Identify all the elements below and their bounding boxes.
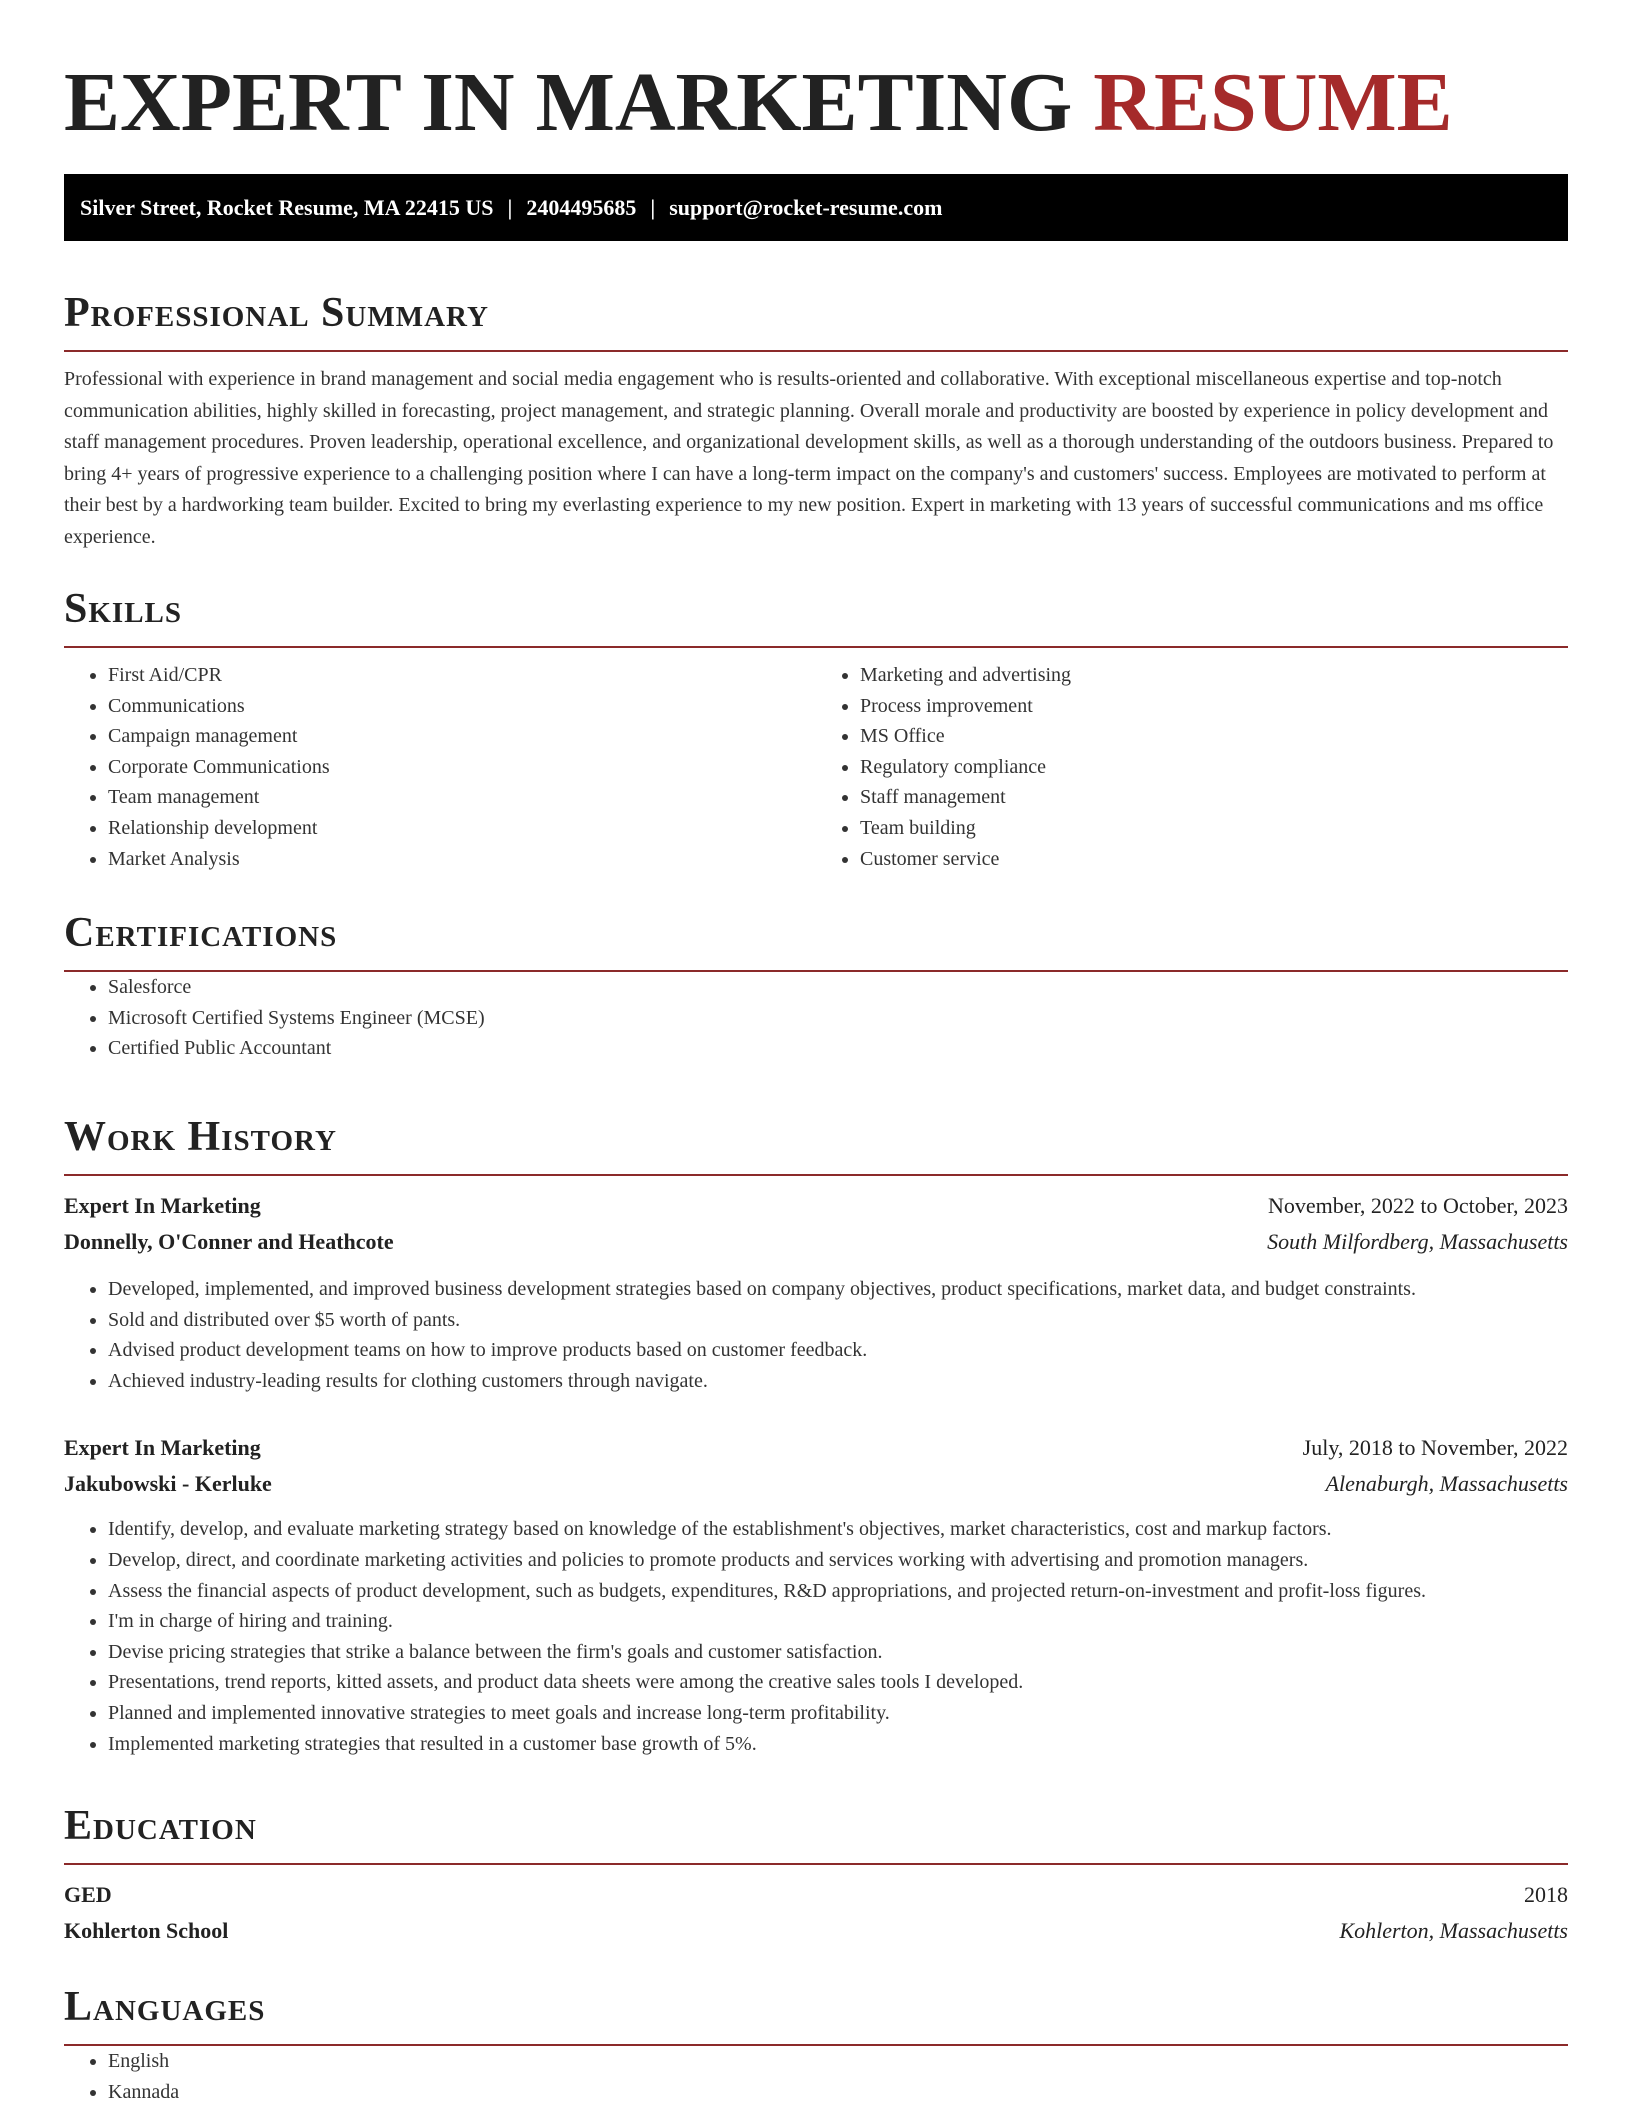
list-item: • Developed, implemented, and improved business development strategies based on company objectives, product specifications, market data, and budget constraints. bbox=[108, 1274, 1568, 1305]
job-company-row bbox=[64, 1466, 1568, 1502]
job-dates: November, 2022 to October, 2023 bbox=[1267, 1193, 1568, 1218]
section-divider bbox=[64, 646, 1568, 648]
list-item: • Market Analysis bbox=[108, 844, 816, 875]
job-location: South Milfordberg, Massachusetts bbox=[1267, 1229, 1568, 1254]
list-item: • Corporate Communications bbox=[108, 752, 816, 783]
list-item: • Communications bbox=[108, 691, 816, 722]
job-company: Donnelly, O'Conner and Heathcote bbox=[64, 1229, 394, 1254]
certifications-section bbox=[64, 908, 1568, 1064]
education-degree: GED bbox=[64, 1882, 112, 1907]
contact-email: support@rocket-resume.com bbox=[669, 195, 943, 220]
list-item: • Marketing and advertising bbox=[860, 660, 1568, 691]
list-item: • First Aid/CPR bbox=[108, 660, 816, 691]
list-item: • Process improvement bbox=[860, 691, 1568, 722]
skills-list-right bbox=[816, 660, 1568, 874]
work-history-section bbox=[64, 1112, 1568, 1759]
education-year: 2018 bbox=[1524, 1882, 1568, 1907]
resume-title bbox=[64, 0, 1568, 154]
job-bullets bbox=[64, 1514, 1568, 1759]
job-entry bbox=[64, 1430, 1568, 1759]
section-divider bbox=[64, 350, 1568, 352]
job-header-row bbox=[64, 1188, 1568, 1224]
education-school-row bbox=[64, 1913, 1568, 1949]
list-item: • Microsoft Certified Systems Engineer (MCSE) bbox=[108, 1003, 1568, 1034]
education-school: Kohlerton School bbox=[64, 1918, 229, 1943]
list-item: • Achieved industry-leading results for clothing customers through navigate. bbox=[108, 1366, 1568, 1397]
list-item: • Regulatory compliance bbox=[860, 752, 1568, 783]
languages-section bbox=[64, 1982, 1568, 2107]
list-item: • Advised product development teams on how to improve products based on customer feedback. bbox=[108, 1335, 1568, 1366]
contact-separator: | bbox=[650, 195, 656, 220]
list-item: • Team management bbox=[108, 782, 816, 813]
job-bullets bbox=[64, 1274, 1568, 1396]
contact-bar bbox=[64, 174, 1568, 241]
list-item: • MS Office bbox=[860, 721, 1568, 752]
professional-summary-section bbox=[64, 288, 1568, 553]
list-item: • Sold and distributed over $5 worth of pants. bbox=[108, 1305, 1568, 1336]
skills-list-left bbox=[64, 660, 816, 874]
list-item: • Salesforce bbox=[108, 972, 1568, 1003]
list-item: • Devise pricing strategies that strike a balance between the firm's goals and customer satisfaction. bbox=[108, 1637, 1568, 1668]
skills-grid bbox=[64, 660, 1568, 874]
education-header-row bbox=[64, 1877, 1568, 1913]
section-heading: Work History bbox=[64, 1114, 337, 1160]
contact-separator: | bbox=[507, 195, 513, 220]
languages-list bbox=[64, 2046, 1568, 2107]
job-dates: July, 2018 to November, 2022 bbox=[1302, 1435, 1568, 1461]
job-company: Jakubowski - Kerluke bbox=[64, 1471, 272, 1497]
contact-address: Silver Street, Rocket Resume, MA 22415 US bbox=[80, 195, 494, 220]
section-heading: Skills bbox=[64, 586, 183, 632]
list-item: • Customer service bbox=[860, 844, 1568, 875]
list-item: • Presentations, trend reports, kitted assets, and product data sheets were among the creative sales tools I developed. bbox=[108, 1667, 1568, 1698]
list-item: • English bbox=[108, 2046, 1568, 2077]
list-item: • Implemented marketing strategies that resulted in a customer base growth of 5%. bbox=[108, 1729, 1568, 1760]
education-entry bbox=[64, 1877, 1568, 1949]
list-item: • Assess the financial aspects of product development, such as budgets, expenditures, R&D appropriations, and projected return-on-investment and profit-loss figures. bbox=[108, 1576, 1568, 1607]
section-divider bbox=[64, 1863, 1568, 1865]
job-header-row bbox=[64, 1430, 1568, 1466]
section-heading: Education bbox=[64, 1803, 257, 1849]
job-title: Expert In Marketing bbox=[64, 1435, 261, 1461]
list-item: • Planned and implemented innovative strategies to meet goals and increase long-term profitability. bbox=[108, 1698, 1568, 1729]
section-heading: Certifications bbox=[64, 910, 338, 956]
job-location: Alenaburgh, Massachusetts bbox=[1325, 1471, 1568, 1497]
section-divider bbox=[64, 1174, 1568, 1176]
education-location: Kohlerton, Massachusetts bbox=[1339, 1918, 1568, 1943]
contact-phone: 2404495685 bbox=[526, 195, 637, 220]
job-title: Expert In Marketing bbox=[64, 1193, 261, 1218]
list-item: • Develop, direct, and coordinate marketing activities and policies to promote products and services working with advertising and promotion managers. bbox=[108, 1545, 1568, 1576]
list-item: • Relationship development bbox=[108, 813, 816, 844]
section-heading: Professional Summary bbox=[64, 290, 489, 336]
summary-text: Professional with experience in brand management and social media engagement who is results-oriented and collaborative. With exceptional miscellaneous expertise and top-notch communication abilities, highly skilled in forecasting, project management, and strategic planning. Overall morale and productivity are boosted by experience in policy development and staff management procedures. Proven leadership, operational excellence, and organizational development skills, as well as a thorough understanding of the outdoors business. Prepared to bring 4+ years of progressive experience to a challenging position where I can have a long-term impact on the company's and customers' success. Employees are motivated to perform at their best by a hardworking team builder. Excited to bring my everlasting experience to my new position. Expert in marketing with 13 years of successful communications and ms office experience. bbox=[64, 368, 1554, 548]
list-item: • Kannada bbox=[108, 2077, 1568, 2108]
title-main: EXPERT IN MARKETING bbox=[64, 56, 1073, 149]
education-section bbox=[64, 1801, 1568, 1949]
list-item: • I'm in charge of hiring and training. bbox=[108, 1606, 1568, 1637]
section-heading: Languages bbox=[64, 1984, 266, 2030]
list-item: • Identify, develop, and evaluate marketing strategy based on knowledge of the establishment's objectives, market characteristics, cost and markup factors. bbox=[108, 1514, 1568, 1545]
skills-section bbox=[64, 584, 1568, 874]
list-item: • Campaign management bbox=[108, 721, 816, 752]
job-company-row bbox=[64, 1224, 1568, 1260]
job-entry bbox=[64, 1188, 1568, 1396]
list-item: • Team building bbox=[860, 813, 1568, 844]
list-item: • Staff management bbox=[860, 782, 1568, 813]
list-item: • Certified Public Accountant bbox=[108, 1033, 1568, 1064]
certifications-list bbox=[64, 972, 1568, 1064]
title-accent: RESUME bbox=[1093, 56, 1453, 149]
